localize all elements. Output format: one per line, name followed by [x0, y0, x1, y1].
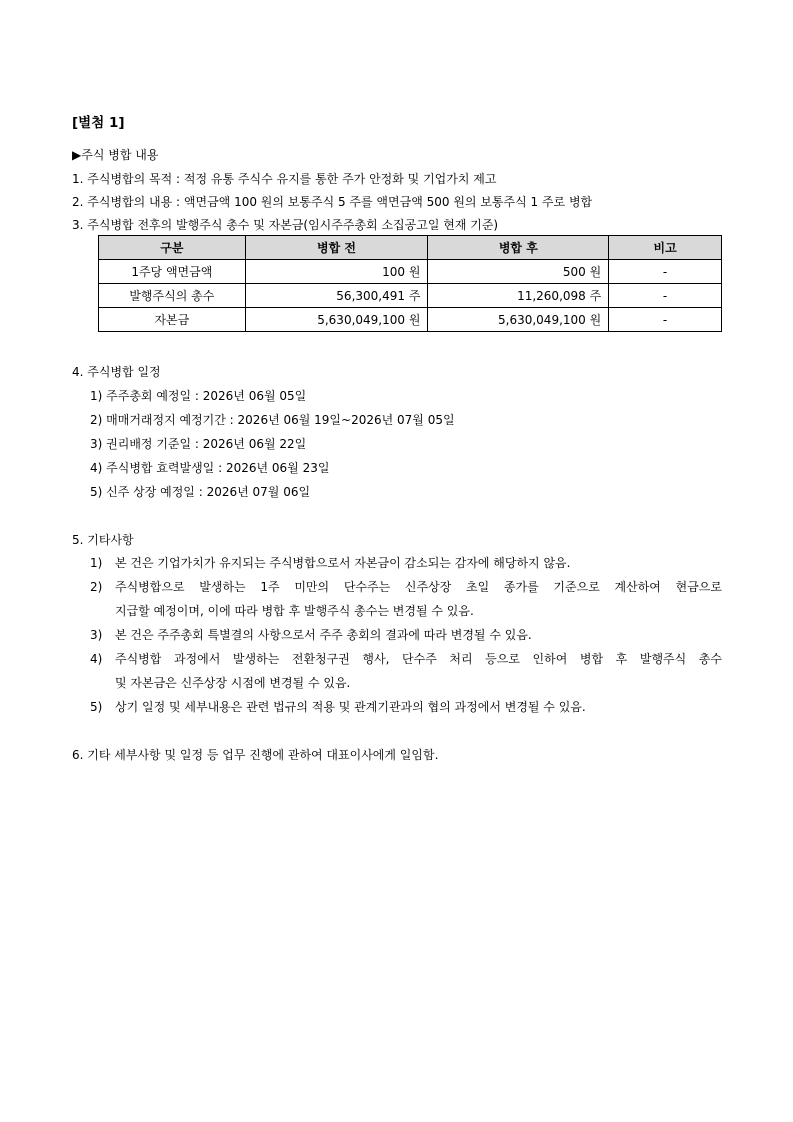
schedule-item: 3) 권리배정 기준일 : 2026년 06월 22일	[90, 437, 307, 451]
schedule-item: 2) 매매거래정지 예정기간 : 2026년 06월 19일~2026년 07월 05일	[90, 413, 455, 427]
cell-category: 발행주식의 총수	[99, 284, 246, 308]
schedule-item: 1) 주주총회 예정일 : 2026년 06월 05일	[90, 389, 307, 403]
table-row	[99, 308, 722, 332]
other-item-text: 주식병합 과정에서 발생하는 전환청구권 행사, 단수주 처리 등으로 인하여 병합 후 발행주식 총수	[115, 652, 722, 666]
cell-after: 5,630,049,100 원	[428, 308, 609, 332]
cell-note: -	[609, 260, 722, 284]
cell-before: 100 원	[245, 260, 428, 284]
delegation-item: 6. 기타 세부사항 및 일정 등 업무 진행에 관하여 대표이사에게 일임함.	[72, 748, 439, 762]
schedule-heading: 4. 주식병합 일정	[72, 365, 161, 379]
other-item-number: 1)	[90, 556, 103, 570]
cell-after: 500 원	[428, 260, 609, 284]
other-item-number: 5)	[90, 700, 103, 714]
cell-note: -	[609, 284, 722, 308]
other-item-text: 및 자본금은 신주상장 시점에 변경될 수 있음.	[115, 676, 351, 690]
other-item-number: 2)	[90, 580, 103, 594]
other-item-text: 본 건은 기업가치가 유지되는 주식병합으로서 자본금이 감소되는 감자에 해당하지 않음.	[115, 556, 571, 570]
cell-category: 1주당 액면금액	[99, 260, 246, 284]
purpose-item: 1. 주식병합의 목적 : 적정 유통 주식수 유지를 통한 주가 안정화 및 기업가치 제고	[72, 172, 497, 186]
schedule-item: 4) 주식병합 효력발생일 : 2026년 06월 23일	[90, 461, 330, 475]
table-row	[99, 260, 722, 284]
other-heading: 5. 기타사항	[72, 533, 134, 547]
header-note: 비고	[609, 236, 722, 260]
header-category: 구분	[99, 236, 246, 260]
section-heading: ▶주식 병합 내용	[72, 148, 159, 162]
header-after: 병합 후	[428, 236, 609, 260]
content-item: 2. 주식병합의 내용 : 액면금액 100 원의 보통주식 5 주를 액면금액 500 원의 보통주식 1 주로 병합	[72, 195, 593, 209]
other-item-text: 주식병합으로 발생하는 1주 미만의 단수주는 신주상장 초일 종가를 기준으로 계산하여 현금으로	[115, 580, 722, 594]
other-item-text: 지급할 예정이며, 이에 따라 병합 후 발행주식 총수는 변경될 수 있음.	[115, 604, 474, 618]
table-intro: 3. 주식병합 전후의 발행주식 총수 및 자본금(임시주주총회 소집공고일 현재 기준)	[72, 218, 499, 232]
cell-after: 11,260,098 주	[428, 284, 609, 308]
table-row	[99, 284, 722, 308]
attachment-title: [별첨 1]	[72, 115, 125, 131]
other-item-number: 4)	[90, 652, 103, 666]
cell-before: 56,300,491 주	[245, 284, 428, 308]
header-before: 병합 전	[245, 236, 428, 260]
cell-category: 자본금	[99, 308, 246, 332]
share-merge-table	[98, 235, 722, 332]
other-item-text: 본 건은 주주총회 특별결의 사항으로서 주주 총회의 결과에 따라 변경될 수 있음.	[115, 628, 532, 642]
cell-before: 5,630,049,100 원	[245, 308, 428, 332]
cell-note: -	[609, 308, 722, 332]
other-item-text: 상기 일정 및 세부내용은 관련 법규의 적용 및 관계기관과의 협의 과정에서 변경될 수 있음.	[115, 700, 586, 714]
schedule-item: 5) 신주 상장 예정일 : 2026년 07월 06일	[90, 485, 311, 499]
table-header-row	[99, 236, 722, 260]
other-item-number: 3)	[90, 628, 103, 642]
